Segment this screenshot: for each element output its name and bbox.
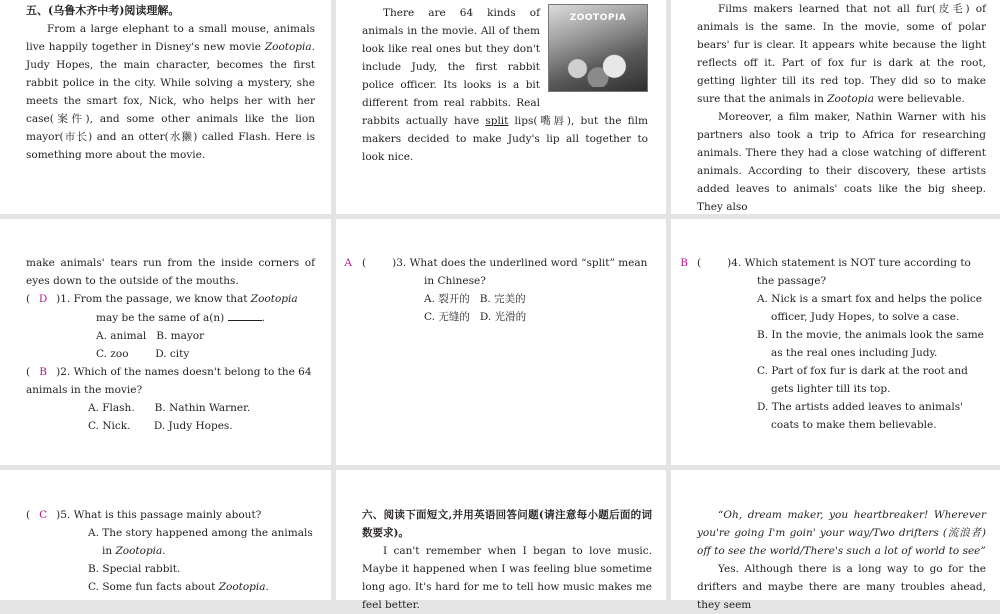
question-5-option-a: A. The story happened among the animals in Zootopia. (88, 527, 313, 557)
question-5: ( C )5. What is this passage mainly about? (26, 506, 317, 524)
movie-poster-image (548, 4, 648, 92)
movie-title: Zootopia (264, 41, 312, 53)
question-1: ( D )1. From the passage, we know that Zootopia (26, 290, 315, 308)
answer-mark: D (38, 293, 48, 305)
section-heading: 五、(乌鲁木齐中考)阅读理解。 (26, 4, 180, 17)
panel-reading-music (336, 470, 666, 611)
passage-paragraph: There are 64 kinds of animals in the movie. All of them look like real ones but they don't include Judy, the first rabbit police officer. Its looks is a bit different from real rabbits. Real rabbits actually have split lips(嘴唇), but the film makers decided to make Judy's lip all together to look nice. (362, 7, 648, 163)
underlined-word: split (485, 115, 509, 127)
panel-question-3 (336, 219, 666, 465)
answer-mark: B (39, 366, 47, 378)
passage-continuation: make animals' tears run from the inside corners of eyes down to the outside of the mouths. (26, 257, 315, 287)
movie-title: Zootopia (827, 93, 875, 105)
answer-blank (228, 308, 262, 321)
passage-paragraph: From a large elephant to a small mouse, animals live happily together in Disney's new movie Zootopia. Judy Hopes, the main character, becomes the first rabbit police in the city. While solving a mystery, she meets the smart fox, Nick, who helps her with her case(案件), and some other animals like the lion mayor(市长) and an otter(水獭) called Flash. Here is something more about the movie. (26, 23, 315, 161)
passage-paragraph: Moreover, a film maker, Nathin Warner with his partners also took a trip to Africa for researching animals. There they had a close watching of different animals. According to their discovery, these artists added leaves to animals' coats like the big sheep. They also (697, 111, 986, 213)
panel-question-4 (671, 219, 1000, 465)
passage-paragraph: I can't remember when I began to love music. Maybe it happened when I was feeling blue sometime long ago. It's hard for me to tell how music makes me feel better. (362, 545, 652, 611)
question-3-options: C. 无缝的 D. 光滑的 (424, 311, 527, 323)
poster-logo: ZOOTOPIA (569, 13, 627, 23)
panel-reading-rabbits (336, 0, 666, 214)
question-3: (A )3. What does the underlined word “split” mean in Chinese? (362, 254, 652, 290)
question-2: ( B )2. Which of the names doesn't belong to the 64 animals in the movie? (26, 363, 315, 399)
question-4-option-a: A. Nick is a smart fox and helps the police officer, Judy Hopes, to solve a case. (757, 293, 982, 323)
panel-reading-intro (0, 0, 331, 214)
question-4: (B )4. Which statement is NOT ture according to the passage? (697, 254, 986, 290)
passage-paragraph: Yes. Although there is a long way to go for the drifters and maybe there are many troubles ahead, they seem (697, 563, 986, 611)
question-4-option-d: D. The artists added leaves to animals' coats to make them believable. (757, 401, 964, 431)
section-heading: 六、阅读下面短文,并用英语回答问题(请注意每小题后面的词数要求)。 (362, 509, 652, 539)
panel-questions-1-2 (0, 219, 331, 465)
question-1-options: C. zoo D. city (96, 348, 190, 360)
answer-mark: A (344, 257, 352, 269)
panel-reading-lyrics (671, 470, 1000, 611)
poster-animals-figure (557, 41, 639, 87)
question-5-option-b: B. Special rabbit. (88, 563, 181, 575)
panel-reading-fur (671, 0, 1000, 214)
question-4-option-b: B. In the movie, the animals look the same as the real ones including Judy. (757, 329, 984, 359)
passage-paragraph: Films makers learned that not all fur(皮毛) of animals is the same. In the movie, some of polar bears' fur is clear. It appears white because the light reflects off it. Part of fox fur is dark at the root, getting lighter till its red top. They did so to make sure that the animals in Zootopia were believable. (697, 3, 986, 105)
question-2-options: C. Nick. D. Judy Hopes. (88, 420, 233, 432)
answer-mark: C (39, 509, 48, 521)
panel-question-5 (0, 470, 331, 600)
question-3-options: A. 裂开的 B. 完美的 (424, 293, 526, 305)
question-2-options: A. Flash. B. Nathin Warner. (88, 402, 251, 414)
answer-mark: B (680, 257, 688, 269)
song-lyric: “Oh, dream maker, you heartbreaker! Wherever you're going I'm goin' your way/Two drifters (流浪者) off to see the world/There's such a lot of world to see” (697, 509, 986, 557)
question-5-option-c: C. Some fun facts about Zootopia. (88, 581, 269, 593)
question-4-option-c: C. Part of fox fur is dark at the root and gets lighter till its top. (757, 365, 968, 395)
question-1-cont: may be the same of a(n) . (26, 308, 315, 327)
question-1-options: A. animal B. mayor (96, 330, 205, 342)
